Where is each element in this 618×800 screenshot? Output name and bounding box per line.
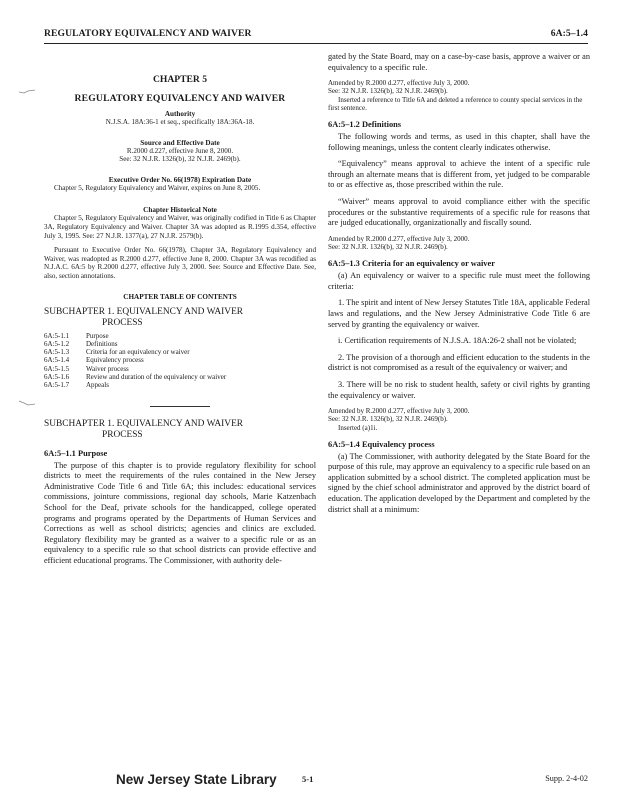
margin-mark [18, 400, 36, 406]
toc-item-number: 6A:5-1.4 [44, 356, 70, 365]
toc-item-number: 6A:5-1.7 [44, 381, 70, 390]
running-head [44, 28, 588, 42]
toc-item-title: Review and duration of the equivalency or waiver [86, 373, 227, 382]
criterion-3: 3. There will be no risk to student health, safety or civil rights by granting the equivalency or waiver. [328, 379, 590, 400]
source-line: Amended by R.2000 d.277, effective July 3, 2000. [328, 79, 470, 88]
toc-item-title: Waiver process [86, 364, 129, 373]
toc-subchapter-line2: PROCESS [102, 317, 143, 328]
toc-item [44, 332, 316, 340]
section-1-1-text: The purpose of this chapter is to provide regulatory flexibility for school districts to meet the requirements of the rules contained in the New Jersey Administrative Code Title 6 and Title 6A; this includes: educational services commissions, jointure commissions, regional day schools, Marie Katzenbach School for the Deaf, private schools for the handicapped, college operated programs and programs operated by the Departments of Human Services and Corrections as well as school districts; agencies and clinics are excluded. Regulatory flexibility may be granted as a waiver to a specific rule or as an equivalency to a specific rule so that school districts can provide effective and efficient educational programs. The Commissioner, with authority dele- [44, 460, 316, 565]
section-1-1-continued [328, 52, 590, 73]
source-text-2: See: 32 N.J.R. 1326(b), 32 N.J.R. 2469(b). [119, 155, 241, 164]
toc-item-title: Equivalency process [86, 356, 144, 365]
toc-item-title: Criteria for an equivalency or waiver [86, 348, 190, 357]
toc-item-title: Purpose [86, 331, 109, 340]
toc-item [44, 381, 316, 389]
history-paragraph-2: Pursuant to Executive Order No. 66(1978), Chapter 3A, Regulatory Equivalency and Waiver, was readopted as R.2000 d.277, effective June 8, 2000. Chapter 3A was recodified as N.J.A.C. 6A:5 by R.2000 d.277, effective July 3, 2000. See: Source and Effective Date. See, also, section annotations. [44, 246, 316, 280]
section-1-1-heading: 6A:5–1.1 Purpose [44, 448, 108, 458]
toc-item [44, 365, 316, 373]
authority-heading: Authority [164, 110, 196, 118]
header-rule [44, 43, 588, 44]
section-1-2-heading: 6A:5–1.2 Definitions [328, 120, 402, 129]
equivalency-process-text: (a) The Commissioner, with authority delegated by the State Board for the purpose of this rule, may approve an equivalency to a specific rule based on an application submitted by a school district. The completed application must be signed by the chief school administrator and approved by the district board of education. The application developed by the Department and completed by the district shall at a minimum: [328, 451, 590, 514]
subchapter-line1: SUBCHAPTER 1. EQUIVALENCY AND WAIVER [44, 418, 244, 429]
toc-item-number: 6A:5-1.3 [44, 348, 70, 357]
subchapter-line2: PROCESS [102, 429, 143, 440]
subchapter-heading [44, 419, 316, 441]
source-heading: Source and Effective Date [140, 138, 220, 147]
section-1-1-body [44, 461, 316, 567]
running-head-title: REGULATORY EQUIVALENCY AND WAIVER [44, 28, 252, 39]
toc-item-number: 6A:5-1.2 [44, 339, 70, 348]
criterion-1-i: i. Certification requirements of N.J.S.A. 18A:26-2 shall not be violated; [338, 336, 577, 346]
history-heading: Chapter Historical Note [143, 206, 217, 215]
page-footer [0, 772, 618, 792]
right-column [328, 52, 590, 521]
source-line: Amended by R.2000 d.277, effective July 3, 2000. [328, 407, 470, 416]
library-stamp: New Jersey State Library [116, 772, 277, 787]
left-column [44, 52, 316, 573]
page-number: 5-1 [302, 774, 314, 784]
toc-subchapter [44, 307, 316, 329]
criterion-2: 2. The provision of a thorough and efficient education to the students in the district is not compromised as a result of the equivalency or waiver; and [328, 352, 590, 373]
section-1-2-source [328, 235, 590, 251]
definitions-intro: The following words and terms, as used in this chapter, shall have the following meanings, unless the content clearly indicates otherwise. [328, 132, 590, 152]
toc-item-number: 6A:5-1.5 [44, 364, 70, 373]
running-head-section: 6A:5–1.4 [550, 28, 588, 39]
margin-mark [18, 88, 36, 94]
section-1-3-body [328, 271, 590, 401]
toc-item [44, 340, 316, 348]
criteria-intro: (a) An equivalency or waiver to a specific rule must meet the following criteria: [328, 271, 590, 291]
toc-item-number: 6A:5-1.1 [44, 331, 70, 340]
section-1-3-heading: 6A:5–1.3 Criteria for an equivalency or waiver [328, 259, 495, 269]
section-divider [150, 406, 210, 407]
toc-item [44, 373, 316, 381]
source-line: See: 32 N.J.R. 1326(b), 32 N.J.R. 2469(b). [328, 87, 448, 96]
section-1-1-cont-text: gated by the State Board, may on a case-by-case basis, approve a waiver or an equivalency to a specific rule. [328, 52, 590, 72]
history-paragraph-1: Chapter 5, Regulatory Equivalency and Waiver, was originally codified in Title 6 as Chapter 3A, Regulatory Equivalency and Waiver. Chapter 3A was adopted as R.1995 d.354, effective July 3, 1995. See: 27 N.J.R. 1377(a), 27 N.J.R. 2579(b). [44, 214, 317, 240]
source-line: See: 32 N.J.R. 1326(b), 32 N.J.R. 2469(b). [328, 242, 448, 251]
toc-item [44, 356, 316, 364]
chapter-number: CHAPTER 5 [152, 74, 208, 85]
exec-order-heading: Executive Order No. 66(1978) Expiration Date [108, 175, 252, 184]
source-line: See: 32 N.J.R. 1326(b), 32 N.J.R. 2469(b). [328, 415, 448, 424]
toc-item [44, 348, 316, 356]
section-1-4-body [328, 452, 590, 516]
toc-list [44, 332, 316, 390]
source-text-1: R.2000 d.227, effective June 8, 2000. [126, 146, 234, 155]
toc-item-title: Definitions [86, 339, 118, 348]
section-1-4-heading: 6A:5–1.4 Equivalency process [328, 439, 435, 449]
section-1-1-source [328, 79, 590, 112]
toc-item-title: Appeals [86, 381, 109, 390]
section-1-2-body [328, 132, 590, 229]
toc-item-number: 6A:5-1.6 [44, 373, 70, 382]
definition-waiver: “Waiver” means approval to avoid compliance either with the specific procedures or the substantive requirements of a specific rule for reasons that are judged educationally, organizationally and fiscally sound. [328, 196, 590, 228]
exec-order-text: Chapter 5, Regulatory Equivalency and Waiver, expires on June 8, 2005. [54, 183, 261, 192]
source-line: Amended by R.2000 d.277, effective July 3, 2000. [328, 234, 470, 243]
toc-subchapter-line1: SUBCHAPTER 1. EQUIVALENCY AND WAIVER [44, 306, 244, 317]
section-1-3-source [328, 407, 590, 432]
definition-equivalency: “Equivalency” means approval to achieve the intent of a specific rule through an alternate means that is different from, yet judged to be comparable to or as effective as, those prescribed within the rule. [328, 159, 590, 190]
source-line: Inserted a reference to Title 6A and deleted a reference to county special services in the first sentence. [328, 95, 583, 112]
supplement-date: Supp. 2-4-02 [545, 774, 588, 783]
source-line: Inserted (a)1i. [338, 423, 378, 432]
chapter-title: REGULATORY EQUIVALENCY AND WAIVER [74, 93, 286, 104]
toc-heading: CHAPTER TABLE OF CONTENTS [123, 292, 237, 301]
authority-text: N.J.S.A. 18A:36-1 et seq., specifically 18A:36A-18. [105, 118, 255, 126]
criterion-1: 1. The spirit and intent of New Jersey Statutes Title 18A, applicable Federal laws and regulations, and the New Jersey Administrative Code Title 6 are served by granting the equivalency or waiver. [328, 298, 590, 329]
